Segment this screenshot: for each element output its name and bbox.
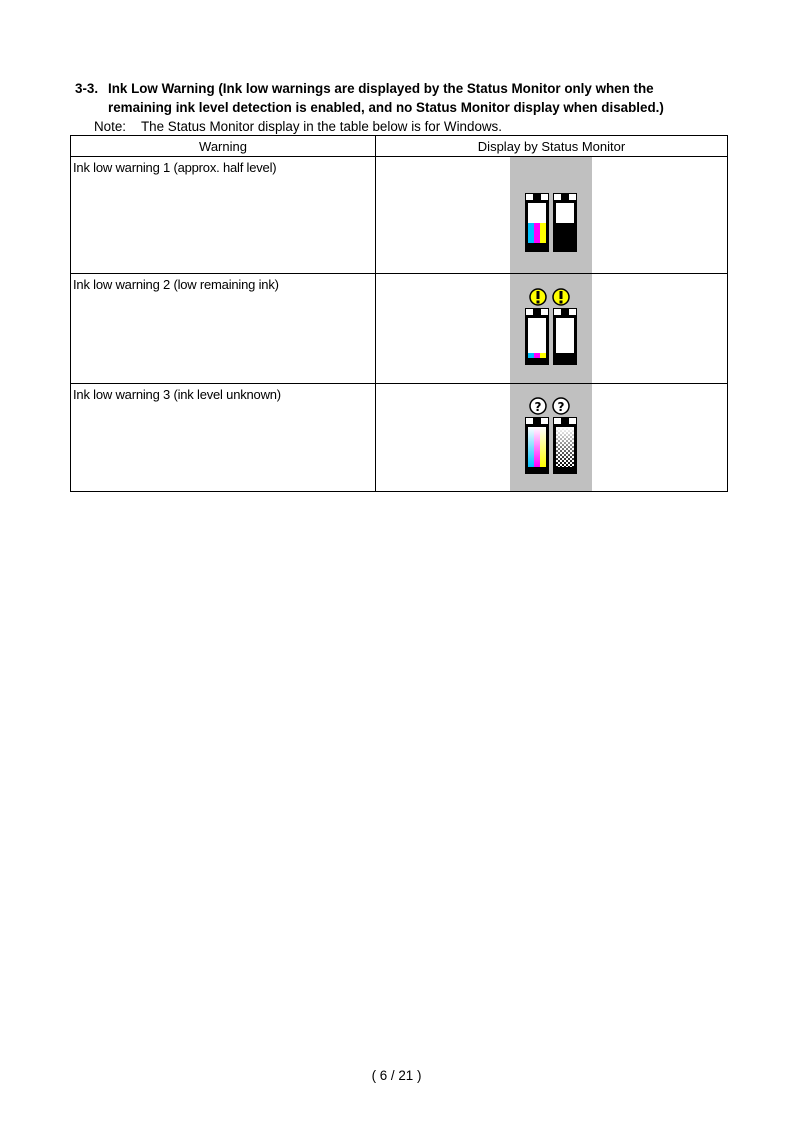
table-row — [71, 274, 728, 384]
note — [94, 119, 502, 135]
warning-exclamation-icon — [530, 289, 546, 305]
note-label: Note: — [94, 119, 127, 134]
warning-label-2: Ink low warning 2 (low remaining ink) — [71, 274, 376, 384]
header-warning: Warning — [71, 136, 376, 157]
table-row — [71, 157, 728, 274]
ink-warning-table — [70, 135, 728, 492]
table-header-row — [71, 136, 728, 157]
table-row — [71, 384, 728, 492]
color-ink-level — [528, 223, 546, 243]
ink-unknown-level-icon — [510, 384, 592, 492]
warning-label-3: Ink low warning 3 (ink level unknown) — [71, 384, 376, 492]
black-ink-level — [556, 353, 574, 358]
unknown-question-icon — [553, 398, 569, 414]
status-monitor-panel — [510, 274, 592, 383]
status-monitor-panel — [510, 157, 592, 273]
page-number: ( 6 / 21 ) — [371, 1068, 422, 1083]
color-ink-level — [528, 353, 546, 358]
section-title-line1: Ink Low Warning (Ink low warnings are displayed by the Status Monitor only when the — [108, 81, 654, 96]
status-monitor-panel — [510, 384, 592, 491]
section-number: 3-3. — [75, 81, 99, 96]
warning-label-1: Ink low warning 1 (approx. half level) — [71, 157, 376, 274]
header-display: Display by Status Monitor — [376, 136, 728, 157]
unknown-question-icon — [530, 398, 546, 414]
note-text: The Status Monitor display in the table below is for Windows. — [141, 119, 502, 134]
warning-exclamation-icon — [553, 289, 569, 305]
ink-half-level-icon — [510, 157, 592, 274]
display-cell-2 — [376, 274, 728, 384]
section-title-line2: remaining ink level detection is enabled, and no Status Monitor display when disabled.) — [108, 100, 664, 115]
display-cell-3 — [376, 384, 728, 492]
display-cell-1 — [376, 157, 728, 274]
section-heading — [75, 79, 735, 117]
svg-text:?: ? — [557, 400, 565, 414]
svg-text:?: ? — [534, 400, 542, 414]
black-ink-level — [556, 223, 574, 243]
ink-low-warning-icon — [510, 274, 592, 384]
